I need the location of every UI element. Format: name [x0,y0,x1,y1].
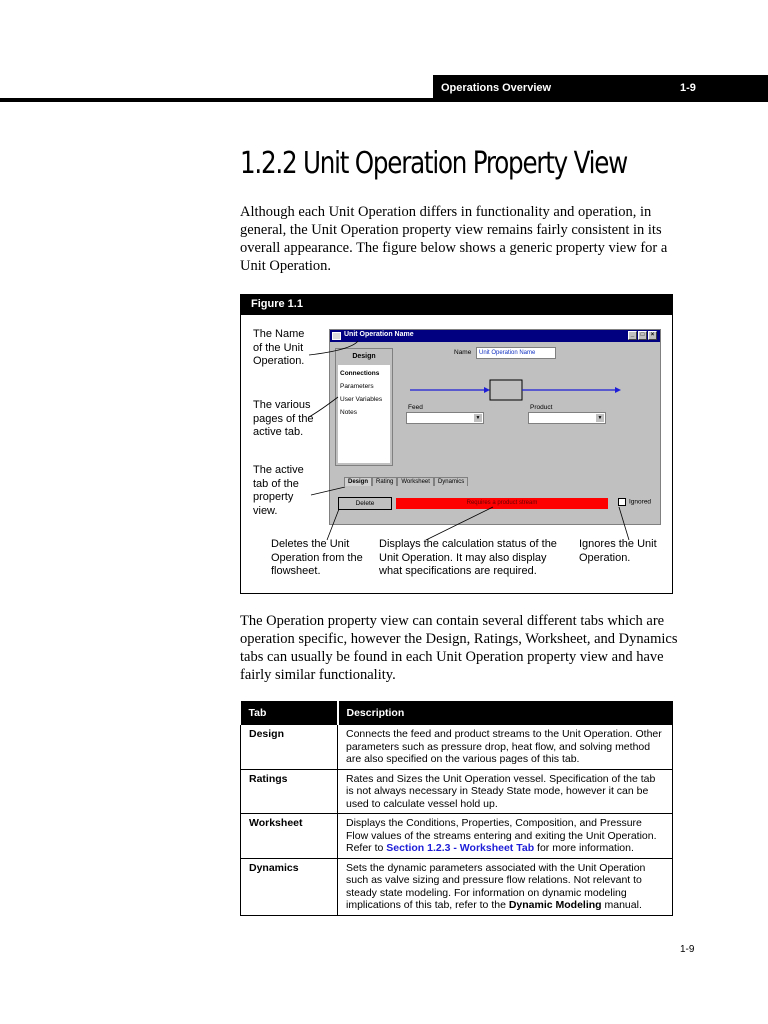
row-description [338,814,673,859]
callout-status: Displays the calculation status of the Unit Operation. It may also display what specifications are required. [379,538,557,577]
row-tab-name: Ratings [241,769,338,814]
callout-name: The Name of the Unit Operation. [253,328,305,367]
callout-pages: The various pages of the active tab. [253,399,314,438]
ignored-label: Ignored [629,498,652,506]
header-section: Operations Overview [441,82,552,94]
manual-reference: Dynamic Modeling [508,899,602,911]
table-header-description: Description [338,701,673,725]
description-text: for more information. [534,842,634,854]
leader-pages [309,397,338,417]
tab-rating[interactable]: Rating [372,477,397,486]
body-paragraph: The Operation property view can contain several different tabs which are operation specific, however the Design, Ratings, Worksheet, and Dynamics tabs can usually be found in each Unit Operation property view and have fairly similar functionality. [240,613,678,683]
callout-leaders [241,295,674,595]
leader-name [309,341,358,355]
page-connections[interactable]: Connections [340,370,380,377]
footer-page-number: 1-9 [680,944,695,955]
maximize-icon[interactable]: □ [638,331,647,340]
row-tab-name: Design [241,725,338,769]
intro-paragraph: Although each Unit Operation differs in functionality and operation, in general, the Unit Operation property view remains fairly consistent in its overall appearance. The figure below shows a generic property view for a Unit Operation. [240,204,668,274]
name-input[interactable]: Unit Operation Name [476,347,556,359]
row-description [338,858,673,915]
page-list-heading: Design [352,353,376,360]
page-parameters[interactable]: Parameters [340,383,374,390]
tab-design[interactable]: Design [344,477,372,486]
leader-ignore [619,507,629,540]
tab-worksheet[interactable]: Worksheet [397,477,434,486]
leader-delete [327,509,339,540]
page-notes[interactable]: Notes [340,409,357,416]
description-text: Displays the Conditions, Properties, Composition, and Pressure Flow values of the streams entering and exiting the Unit Operation. Refer to [346,817,657,854]
figure-label: Figure 1.1 [241,295,672,315]
table-header-tab: Tab [241,701,338,725]
leader-status [426,507,493,540]
chevron-down-icon: ▼ [597,415,603,421]
description-text: Sets the dynamic parameters associated with the Unit Operation such as valve sizing and pressure flow relations. Not relevant to steady state modeling. For information on dynamic modeling implications of this tab, refer to the [346,861,646,911]
row-description: Connects the feed and product streams to the Unit Operation. Other parameters such as pressure drop, heat flow, and solving method are also specified on the various pages of this tab. [338,725,673,769]
description-text: manual. [601,899,642,911]
chevron-down-icon: ▼ [475,415,481,421]
name-label: Name [454,349,472,356]
minimize-icon[interactable]: _ [628,331,637,340]
feed-label: Feed [408,404,423,411]
table-row [241,814,673,859]
header-page-number: 1-9 [680,82,696,94]
running-header [433,75,768,102]
figure [240,294,673,594]
delete-button[interactable]: Delete [338,497,392,510]
row-description: Rates and Sizes the Unit Operation vessel. Specification of the tab is not always necessary in Steady State mode, however it can be used to calculate vessel hold up. [338,769,673,814]
table-row [241,858,673,915]
table-row [241,725,673,769]
section-title: 1.2.2 Unit Operation Property View [240,146,628,181]
close-icon[interactable]: × [648,331,657,340]
status-bar: Requires a product stream [396,498,608,509]
callout-active-tab: The active tab of the property view. [253,464,304,517]
worksheet-tab-link[interactable]: Section 1.2.3 - Worksheet Tab [386,842,535,854]
tab-dynamics[interactable]: Dynamics [434,477,468,486]
callout-ignore: Ignores the Unit Operation. [579,538,657,564]
window-title: Unit Operation Name [344,331,414,338]
row-tab-name: Worksheet [241,814,338,859]
callout-delete: Deletes the Unit Operation from the flowsheet. [271,538,363,577]
page-user-variables[interactable]: User Variables [340,396,383,403]
product-label: Product [530,404,553,411]
table-row [241,769,673,814]
tabs-table [240,701,673,916]
row-tab-name: Dynamics [241,858,338,915]
leader-active-tab [311,487,345,495]
